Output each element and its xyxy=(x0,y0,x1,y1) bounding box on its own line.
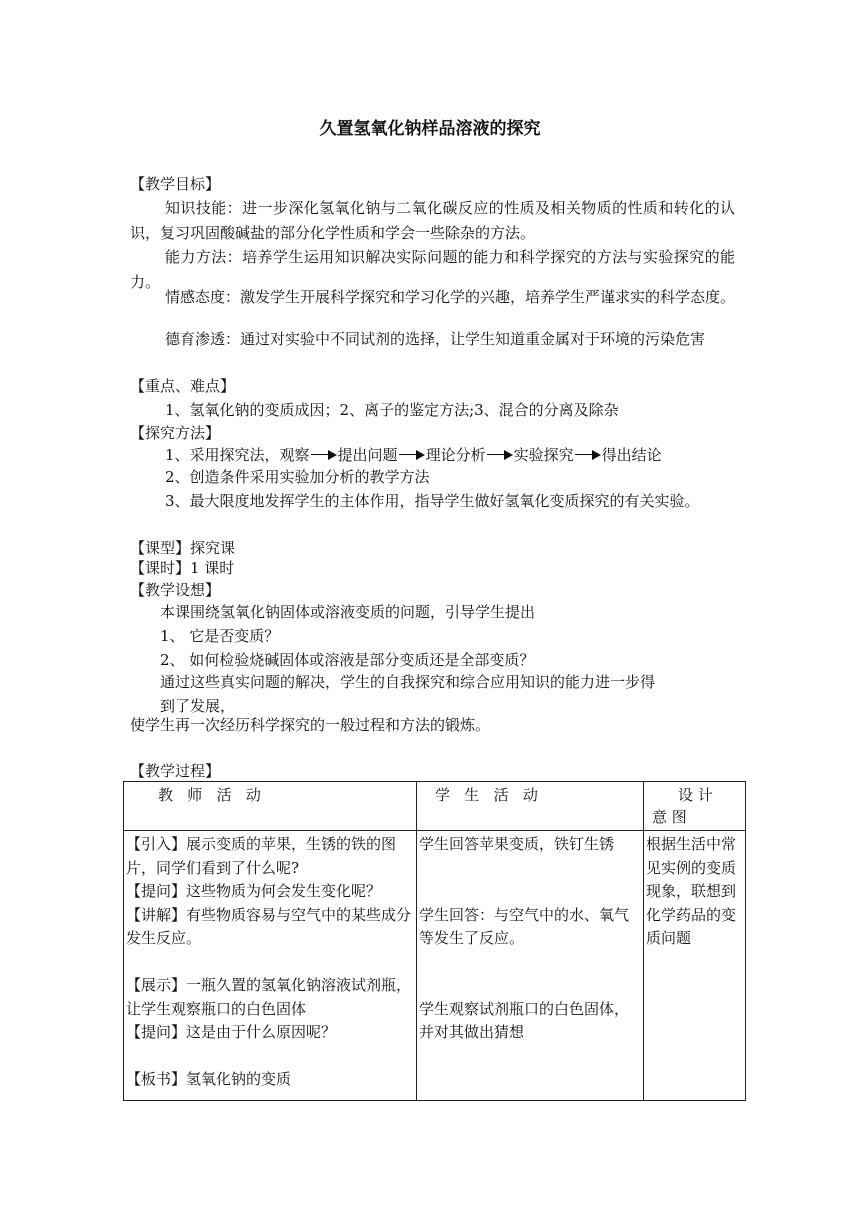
teacher-explain: 【讲解】有些物质容易与空气中的某些成分发生反应。 xyxy=(126,905,412,947)
flow-step-4: 得出结论 xyxy=(601,446,662,464)
student-answer-1: 学生回答苹果变质，铁钉生锈 xyxy=(419,835,615,853)
table-row xyxy=(124,831,746,1101)
flow-step-1: 提出问题 xyxy=(337,446,398,464)
flow-step-2: 理论分析 xyxy=(425,446,486,464)
key-points-text: 1、氢氧化钠的变质成因；2、离子的鉴定方法;3、混合的分离及除杂 xyxy=(165,401,619,419)
student-answer-2: 学生回答：与空气中的水、氧气等发生了反应。 xyxy=(419,905,630,947)
design-paragraph-1: 通过这些真实问题的解决，学生的自我探究和综合应用知识的能力进一步得 xyxy=(160,673,656,691)
teacher-question-2: 【提问】这是由于什么原因呢？ xyxy=(126,1023,337,1041)
teacher-question-1: 【提问】这些物质为何会发生变化呢？ xyxy=(126,882,382,900)
objective-ability: 能力方法：培养学生运用知识解决实际问题的能力和科学探究的方法与实验探究的能力。 xyxy=(130,248,735,291)
student-activities-cell xyxy=(417,831,644,1101)
arrow-right-icon xyxy=(487,449,513,461)
design-question-1: 1、 它是否变质？ xyxy=(160,627,280,645)
student-observe: 学生观察试剂瓶口的白色固体，并对其做出猜想 xyxy=(419,999,630,1041)
objective-knowledge: 知识技能：进一步深化氢氧化钠与二氧化碳反应的性质及相关物质的性质和转化的认识，复习巩固酸碱盐的部分化学性质和学会一些除杂的方法。 xyxy=(130,199,735,242)
design-paragraph-2: 到了发展， xyxy=(160,697,236,715)
teacher-show: 【展示】一瓶久置的氢氧化钠溶液试剂瓶，让学生观察瓶口的白色固体 xyxy=(126,976,412,1018)
design-intent-cell xyxy=(644,831,746,1101)
document-title: 久置氢氧化钠样品溶液的探究 xyxy=(319,119,541,139)
method-flow xyxy=(165,443,662,467)
lesson-time: 【课时】1 课时 xyxy=(130,559,235,577)
teacher-activities-cell xyxy=(124,831,417,1101)
lesson-type: 【课型】探究课 xyxy=(130,539,236,557)
arrow-right-icon xyxy=(399,449,425,461)
teacher-board: 【板书】氢氧化钠的变质 xyxy=(126,1070,292,1088)
teacher-intro: 【引入】展示变质的苹果，生锈的铁的图片，同学们看到了什么呢? xyxy=(126,835,397,877)
process-heading: 【教学过程】 xyxy=(130,762,221,780)
table-header-row xyxy=(124,782,746,831)
design-intro: 本课围绕氢氧化钠固体或溶液变质的问题，引导学生提出 xyxy=(160,603,536,621)
design-heading: 【教学设想】 xyxy=(130,581,221,599)
header-intent: 设 计 意 图 xyxy=(644,782,746,831)
header-teacher: 教 师 活 动 xyxy=(124,782,417,831)
objective-attitude: 情感态度：激发学生开展科学探究和学习化学的兴趣，培养学生严谨求实的科学态度。 xyxy=(165,288,736,306)
design-paragraph-3: 使学生再一次经历科学探究的一般过程和方法的锻炼。 xyxy=(130,716,491,734)
method-1-prefix: 1、采用探究法，观察 xyxy=(165,446,310,464)
design-question-2: 2、 如何检验烧碱固体或溶液是部分变质还是全部变质？ xyxy=(160,651,535,669)
header-student: 学 生 活 动 xyxy=(417,782,644,831)
teaching-process-table xyxy=(123,781,746,1101)
method-1 xyxy=(165,443,742,467)
arrow-right-icon xyxy=(311,449,337,461)
design-intent-text: 根据生活中常见实例的变质现象，联想到化学药品的变质问题 xyxy=(646,835,737,947)
objectives-heading: 【教学目标】 xyxy=(130,175,221,193)
method-2: 2、创造条件采用实验加分析的教学方法 xyxy=(165,468,430,486)
key-points-heading: 【重点、难点】 xyxy=(130,377,236,395)
methods-heading: 【探究方法】 xyxy=(130,424,221,442)
flow-step-3: 实验探究 xyxy=(513,446,574,464)
objective-moral: 德育渗透：通过对实验中不同试剂的选择，让学生知道重金属对于环境的污染危害 xyxy=(165,330,706,348)
method-3: 3、最大限度地发挥学生的主体作用，指导学生做好氢氧化变质探究的有关实验。 xyxy=(165,492,700,510)
arrow-right-icon xyxy=(575,449,601,461)
